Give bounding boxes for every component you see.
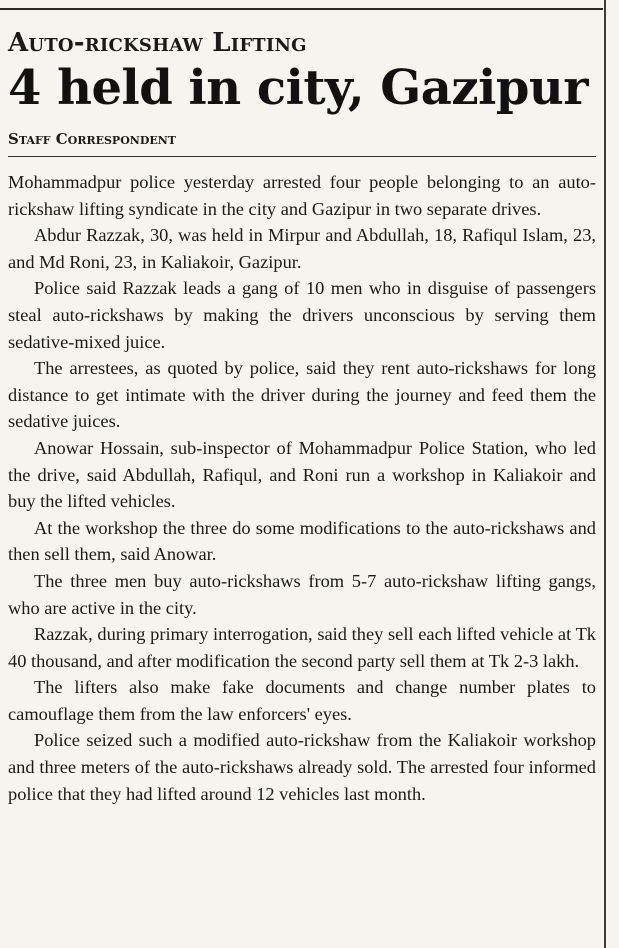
article-paragraph: The lifters also make fake documents and change number plates to camouflage them from the law enforcers' eyes. <box>8 677 596 724</box>
article-paragraph: Anowar Hossain, sub-inspector of Mohammadpur Police Station, who led the drive, said Abdullah, Rafiqul, and Roni run a workshop in Kaliakoir and buy the lifted vehicles. <box>8 437 596 512</box>
article-paragraph: Police said Razzak leads a gang of 10 men who in disguise of passengers steal auto-rickshaws by making the drivers unconscious by serving them sedative-mixed juice. <box>8 278 596 352</box>
article-headline: 4 held in city, Gazipur <box>8 60 589 116</box>
article-paragraph: Mohammadpur police yesterday arrested four people belonging to an auto-rickshaw lifting syndicate in the city and Gazipur in two separate drives. <box>8 172 596 219</box>
article-paragraph: Abdur Razzak, 30, was held in Mirpur and Abdullah, 18, Rafiqul Islam, 23, and Md Roni, 23, in Kaliakoir, Gazipur. <box>8 225 596 272</box>
article-kicker: Auto-rickshaw Lifting <box>8 28 307 58</box>
news-article <box>8 28 596 807</box>
article-paragraph: At the workshop the three do some modifications to the auto-rickshaws and then sell them, said Anowar. <box>8 517 596 565</box>
article-paragraph: The three men buy auto-rickshaws from 5-7 auto-rickshaw lifting gangs, who are active in the city. <box>8 570 596 618</box>
article-paragraph: Razzak, during primary interrogation, said they sell each lifted vehicle at Tk 40 thousand, and after modification the second party sell them at Tk 2-3 lakh. <box>8 624 596 671</box>
article-paragraph: Police seized such a modified auto-rickshaw from the Kaliakoir workshop and three meters of the auto-rickshaws already sold. The arrested four informed police that they had lifted around 12 vehicles last month. <box>8 730 596 804</box>
article-body <box>8 169 596 807</box>
article-byline: Staff Correspondent <box>8 130 596 157</box>
column-divider <box>604 0 606 948</box>
top-divider <box>0 0 603 10</box>
article-paragraph: The arrestees, as quoted by police, said they rent auto-rickshaws for long distance to get intimate with the driver during the journey and feed them the sedative juices. <box>8 358 596 432</box>
